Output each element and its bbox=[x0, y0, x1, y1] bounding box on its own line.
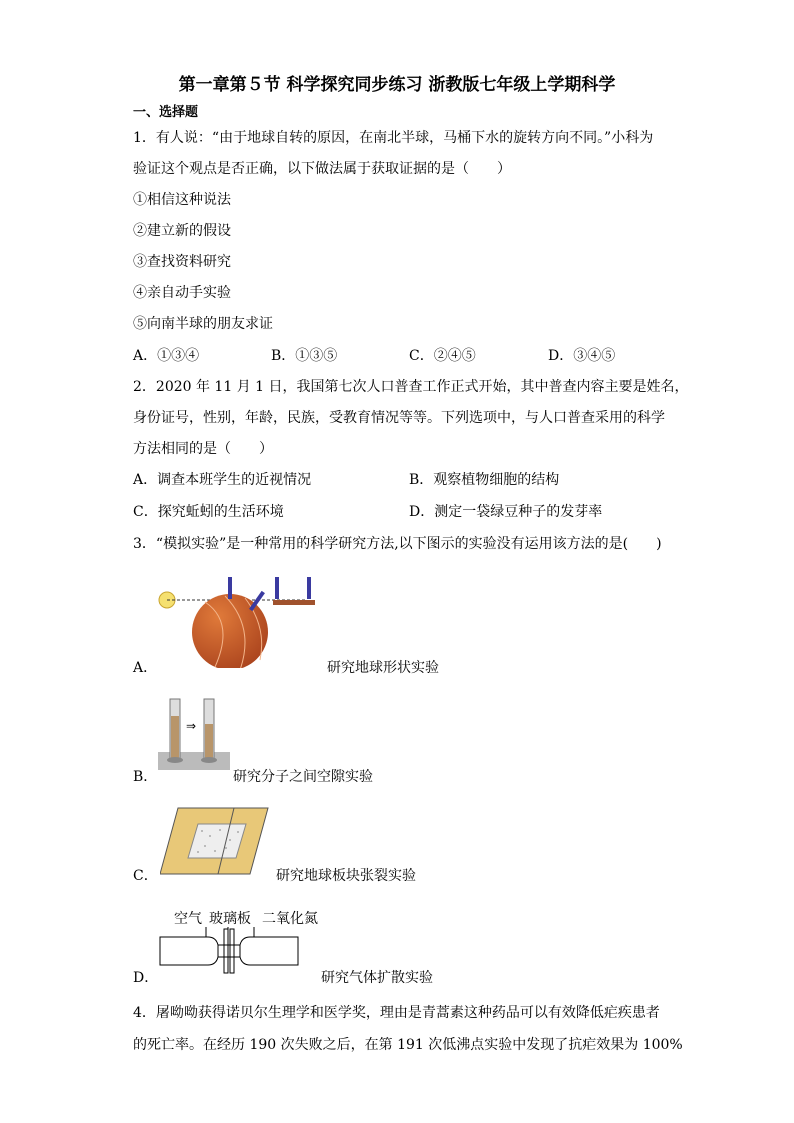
earth-shape-figure bbox=[155, 572, 325, 668]
q3-option-c[interactable]: C． bbox=[133, 868, 158, 884]
q2-option-b[interactable]: B．观察植物细胞的结构 bbox=[409, 472, 560, 488]
q2-line1: 2．2020 年 11 月 1 日，我国第七次人口普查工作正式开始，其中普查内容主要是姓名， bbox=[133, 379, 689, 395]
molecule-gap-figure bbox=[158, 694, 230, 770]
q3-caption-c: 研究地球板块张裂实验 bbox=[276, 868, 416, 884]
label-air: 空气 bbox=[174, 911, 202, 927]
q3-option-a[interactable]: A． bbox=[133, 660, 158, 676]
q2-option-a[interactable]: A．调查本班学生的近视情况 bbox=[133, 472, 312, 488]
svg-text:⇒: ⇒ bbox=[186, 719, 197, 733]
q3-option-d[interactable]: D． bbox=[133, 970, 159, 986]
q1-line2: 验证这个观点是否正确，以下做法属于获取证据的是（ ） bbox=[133, 161, 511, 177]
q3-option-b[interactable]: B． bbox=[133, 769, 158, 785]
q4-line1: 4．屠呦呦获得诺贝尔生理学和医学奖，理由是青蒿素这种药品可以有效降低疟疾患者 bbox=[133, 1005, 660, 1021]
q4-line2: 的死亡率。在经历 190 次失败之后，在第 191 次低沸点实验中发现了抗疟效果为 100% bbox=[133, 1037, 683, 1053]
q1-item: ②建立新的假设 bbox=[133, 223, 231, 239]
q1-option-b[interactable]: B．①③⑤ bbox=[271, 348, 338, 364]
q1-option-c[interactable]: C．②④⑤ bbox=[409, 348, 476, 364]
q3-caption-b: 研究分子之间空隙实验 bbox=[233, 769, 373, 785]
q2-line3: 方法相同的是（ ） bbox=[133, 441, 273, 457]
q1-option-a[interactable]: A．①③④ bbox=[133, 348, 200, 364]
q1-line1: 1．有人说：“由于地球自转的原因，在南北半球，马桶下水的旋转方向不同。”小科为 bbox=[133, 130, 654, 146]
q2-option-c[interactable]: C．探究蚯蚓的生活环境 bbox=[133, 504, 284, 520]
q2-line2: 身份证号，性别，年龄，民族，受教育情况等等。下列选项中，与人口普查采用的科学 bbox=[133, 410, 665, 426]
gas-diffusion-figure bbox=[158, 927, 300, 975]
label-glass-plate: 玻璃板 bbox=[209, 911, 251, 927]
q3-caption-d: 研究气体扩散实验 bbox=[321, 970, 433, 986]
page-title: 第一章第５节 科学探究同步练习 浙教版七年级上学期科学 bbox=[178, 75, 616, 95]
plate-rift-figure bbox=[160, 806, 270, 876]
q3-caption-a: 研究地球形状实验 bbox=[327, 660, 439, 676]
section-heading: 一、选择题 bbox=[133, 105, 199, 120]
q3-line1: 3．“模拟实验”是一种常用的科学研究方法,以下图示的实验没有运用该方法的是( ) bbox=[133, 536, 662, 552]
q1-item: ④亲自动手实验 bbox=[133, 285, 231, 301]
q2-option-d[interactable]: D．测定一袋绿豆种子的发芽率 bbox=[409, 504, 603, 520]
q1-item: ⑤向南半球的朋友求证 bbox=[133, 316, 273, 332]
q1-item: ①相信这种说法 bbox=[133, 192, 231, 208]
label-nitrogen-dioxide: 二氧化氮 bbox=[262, 911, 318, 927]
q1-option-d[interactable]: D．③④⑤ bbox=[548, 348, 616, 364]
q1-item: ③查找资料研究 bbox=[133, 254, 231, 270]
